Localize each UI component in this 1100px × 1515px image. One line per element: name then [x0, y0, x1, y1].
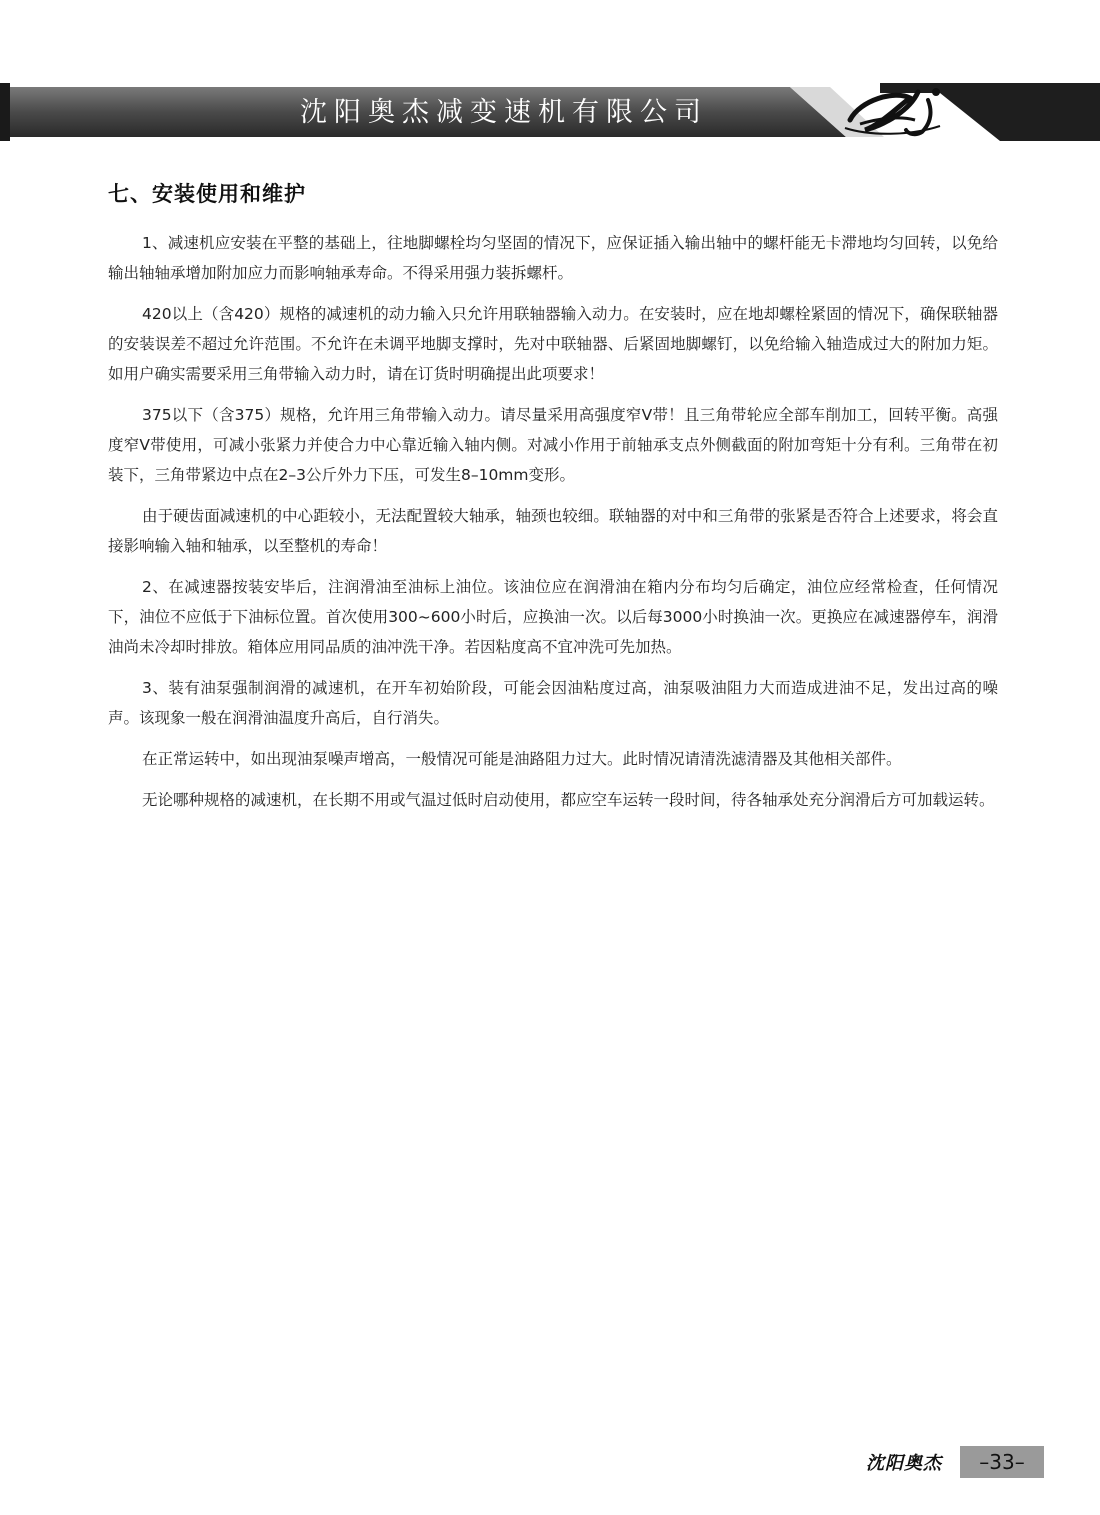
paragraph: 在正常运转中，如出现油泵噪声增高，一般情况可能是油路阻力过大。此时情况请清洗滤清器及其他相关部件。 — [142, 750, 902, 768]
paragraph: 375以下（含375）规格，允许用三角带输入动力。请尽量采用高强度窄V带！且三角带轮应全部车削加工，回转平衡。高强度窄V带使用，可减小张紧力并使合力中心靠近输入轴内侧。对减小作用于前轴承支点外侧截面的附加弯矩十分有利。三角带在初装下，三角带紧边中点在2–3公斤外力下压，可发生8–10mm变形。 — [108, 406, 998, 484]
paragraph: 无论哪种规格的减速机，在长期不用或气温过低时启动使用，都应空车运转一段时间，待各轴承处充分润滑后方可加载运转。 — [142, 791, 995, 809]
company-title: 沈阳奥杰减变速机有限公司 — [300, 97, 708, 128]
aj-logo-icon — [840, 80, 960, 140]
paragraph: 2、在减速器按装安毕后，注润滑油至油标上油位。该油位应在润滑油在箱内分布均匀后确定，油位应经常检查，任何情况下，油位不应低于下油标位置。首次使用300~600小时后，应换油一次。以后每3000小时换油一次。更换应在减速器停车，润滑油尚未冷却时排放。箱体应用同品质的油冲洗干净。若因粘度高不宜冲洗可先加热。 — [108, 578, 998, 656]
body-text — [108, 228, 998, 826]
paragraph: 1、减速机应安装在平整的基础上，往地脚螺栓均匀坚固的情况下，应保证插入输出轴中的螺杆能无卡滞地均匀回转，以免给输出轴轴承增加附加应力而影响轴承寿命。不得采用强力装拆螺杆。 — [108, 234, 998, 282]
paragraph: 3、装有油泵强制润滑的减速机，在开车初始阶段，可能会因油粘度过高，油泵吸油阻力大而造成进油不足，发出过高的噪声。该现象一般在润滑油温度升高后，自行消失。 — [108, 679, 998, 727]
paragraph: 由于硬齿面减速机的中心距较小，无法配置较大轴承，轴颈也较细。联轴器的对中和三角带的张紧是否符合上述要求，将会直接影响输入轴和轴承，以至整机的寿命！ — [108, 507, 998, 555]
section-heading: 七、安装使用和维护 — [108, 182, 306, 206]
footer — [866, 1446, 1046, 1478]
page-number: –33– — [960, 1446, 1044, 1478]
paragraph: 420以上（含420）规格的减速机的动力输入只允许用联轴器输入动力。在安装时，应在地却螺栓紧固的情况下，确保联轴器的安装误差不超过允许范围。不允许在未调平地脚支撑时，先对中联轴器、后紧固地脚螺钉，以免给输入轴造成过大的附加力矩。如用户确实需要采用三角带输入动力时，请在订货时明确提出此项要求！ — [108, 305, 998, 383]
footer-brand: 沈阳奥杰 — [866, 1453, 942, 1474]
